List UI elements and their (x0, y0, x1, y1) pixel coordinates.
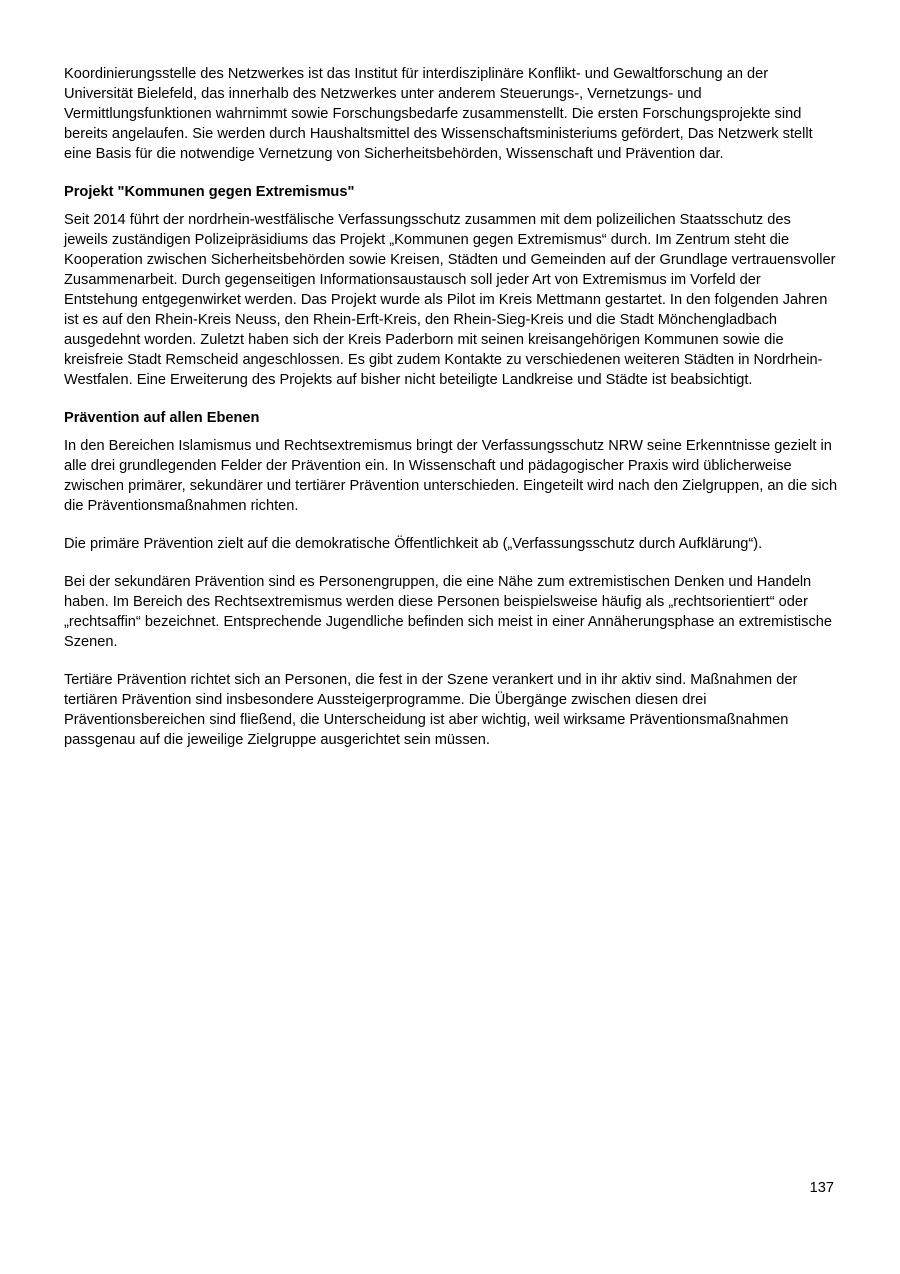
praevention-paragraph-secondary: Bei der sekundären Prävention sind es Personengruppen, die eine Nähe zum extremistischen Denken und Handeln haben. Im Bereich des Rechtsextremismus werden diese Personen beispielsweise häufig als „rechtsorientiert“ oder „rechtsaffin“ bezeichnet. Entsprechende Jugendliche befinden sich meist in einer Annäherungsphase an extremistische Szenen. (64, 574, 832, 650)
section-heading-praevention: Prävention auf allen Ebenen (64, 410, 260, 426)
praevention-paragraph-primary: Die primäre Prävention zielt auf die demokratische Öffentlichkeit ab („Verfassungsschutz durch Aufklärung“). (64, 536, 763, 552)
intro-paragraph: Koordinierungsstelle des Netzwerkes ist das Institut für interdisziplinäre Konflikt- und Gewaltforschung an der Universität Bielefeld, das innerhalb des Netzwerkes unter anderem Steuerungs-, Vernetzungs- und Vermittlungsfunktionen wahrnimmt sowie Forschungsbedarfe zusammenstellt. Die ersten Forschungsprojekte sind bereits angelaufen. Sie werden durch Haushaltsmittel des Wissenschaftsministeriums gefördert, Das Netzwerk stellt eine Basis für die notwendige Vernetzung von Sicherheitsbehörden, Wissenschaft und Prävention dar. (64, 66, 813, 162)
praevention-paragraph-tertiary: Tertiäre Prävention richtet sich an Personen, die fest in der Szene verankert und in ihr aktiv sind. Maßnahmen der tertiären Prävention sind insbesondere Aussteigerprogramme. Die Übergänge zwischen diesen drei Präventionsbereichen sind fließend, die Unterscheidung ist aber wichtig, weil wirksame Präventionsmaßnahmen passgenau auf die jeweilige Zielgruppe ausgerichtet sein müssen. (64, 672, 798, 748)
document-page (64, 64, 838, 750)
page-number: 137 (809, 1180, 834, 1196)
section-heading-kommunen: Projekt "Kommunen gegen Extremismus" (64, 184, 355, 200)
kommunen-paragraph: Seit 2014 führt der nordrhein-westfälische Verfassungsschutz zusammen mit dem polizeilichen Staatsschutz des jeweils zuständigen Polizeipräsidiums das Projekt „Kommunen gegen Extremismus“ durch. Im Zentrum steht die Kooperation zwischen Sicherheitsbehörden sowie Kreisen, Städten und Gemeinden auf der Grundlage vertrauensvoller Zusammenarbeit. Durch gegenseitigen Informationsaustausch soll jeder Art von Extremismus im Vorfeld der Entstehung entgegenwirket werden. Das Projekt wurde als Pilot im Kreis Mettmann gestartet. In den folgenden Jahren ist es auf den Rhein-Kreis Neuss, den Rhein-Erft-Kreis, den Rhein-Sieg-Kreis und die Stadt Mönchengladbach ausgedehnt worden. Zuletzt haben sich der Kreis Paderborn mit seinen kreisangehörigen Kommunen sowie die kreisfreie Stadt Remscheid angeschlossen. Es gibt zudem Kontakte zu verschiedenen weiteren Städten in Nordrhein-Westfalen. Eine Erweiterung des Projekts auf bisher nicht beteiligte Landkreise und Städte ist beabsichtigt. (64, 212, 836, 388)
praevention-paragraph-overview: In den Bereichen Islamismus und Rechtsextremismus bringt der Verfassungsschutz NRW seine Erkenntnisse gezielt in alle drei grundlegenden Felder der Prävention ein. In Wissenschaft und pädagogischer Praxis wird üblicherweise zwischen primärer, sekundärer und tertiärer Prävention unterschieden. Eingeteilt wird nach den Zielgruppen, an die sich die Präventionsmaßnahmen richten. (64, 438, 838, 514)
